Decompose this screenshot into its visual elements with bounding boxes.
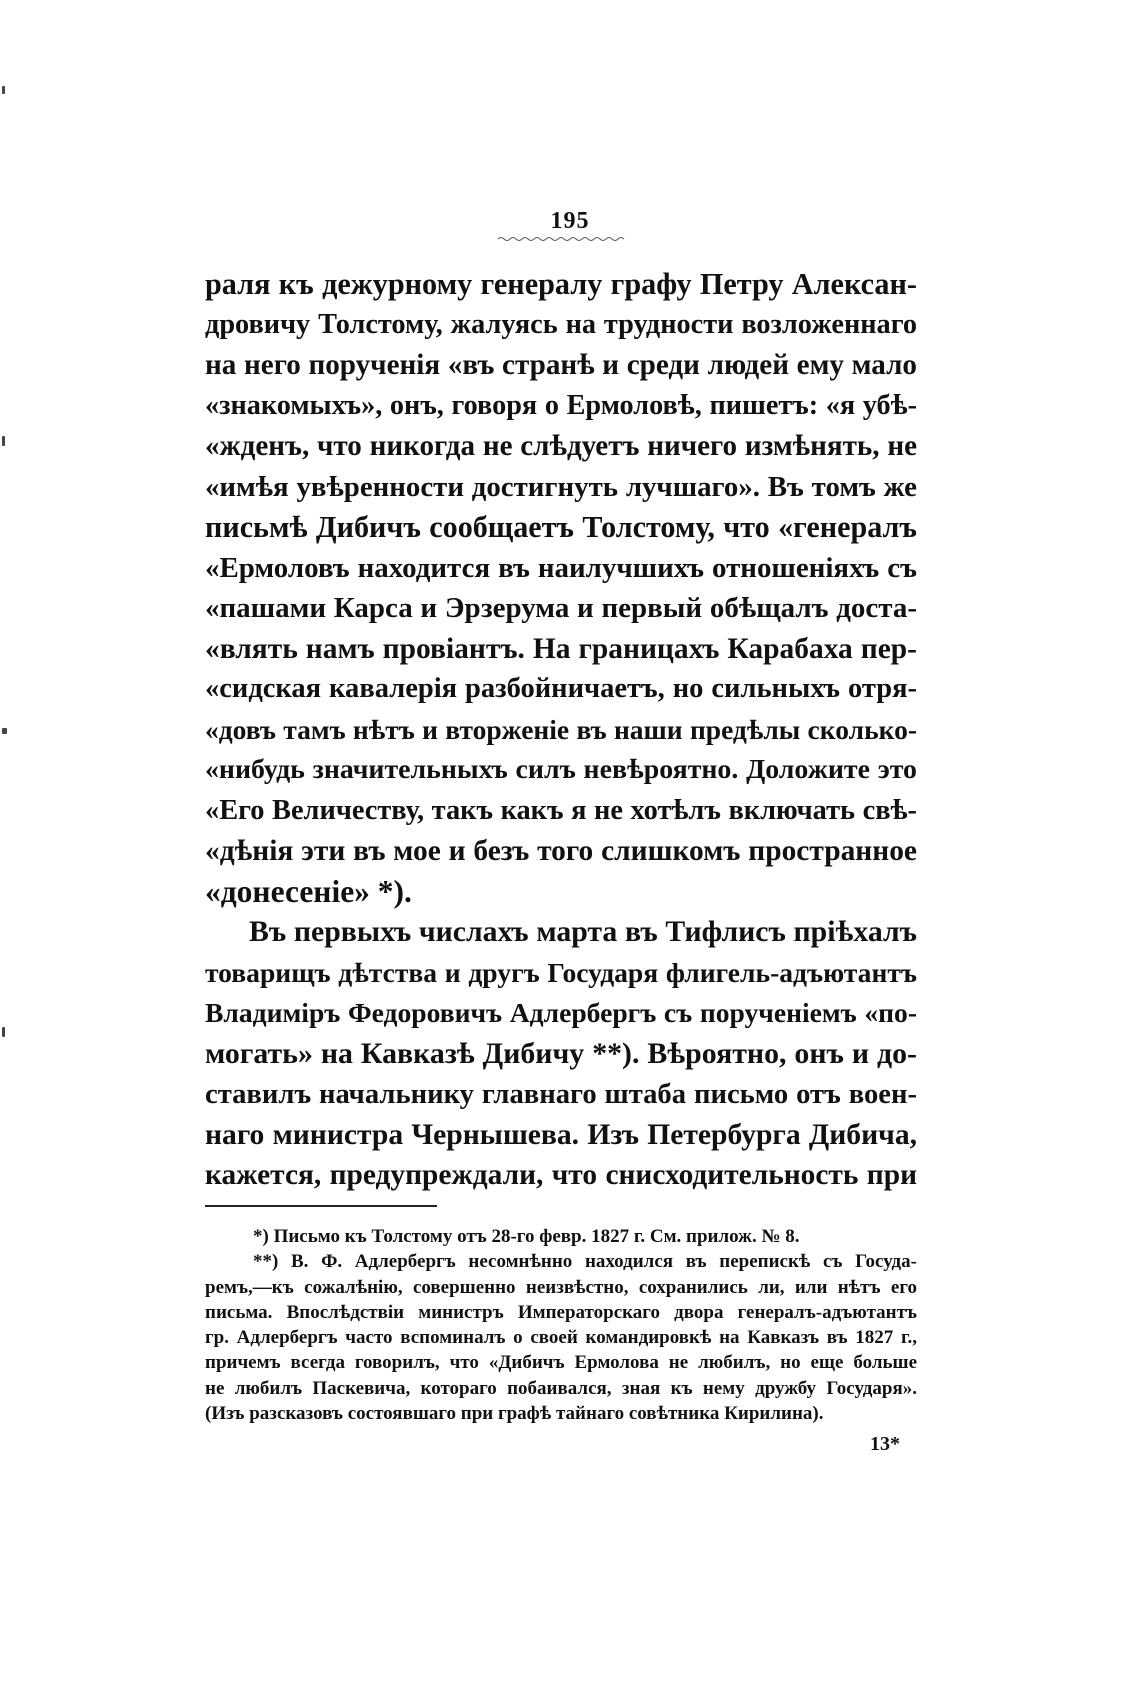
text-line: раля къ дежурному генералу графу Петру Алексан- <box>205 267 917 301</box>
text-line: «пашами Карса и Эрзерума и первый обѣщалъ доста- <box>205 592 917 624</box>
main-text <box>205 264 917 1196</box>
page-number: 195 <box>550 208 590 234</box>
text-line: письмѣ Дибичъ сообщаетъ Толстому, что «генералъ <box>205 510 917 544</box>
text-line: товарищъ дѣтства и другъ Государя флигель-адъютантъ <box>205 956 917 988</box>
footnote-1: *) Письмо къ Толстому отъ 28-го февр. 1827 г. См. прилож. № 8. <box>253 1226 800 1247</box>
scan-margin-mark <box>2 436 5 446</box>
page-number-ornament <box>498 236 628 242</box>
footnote-separator <box>205 1205 437 1207</box>
text-line: «знакомыхъ», онъ, говоря о Ермоловѣ, пишетъ: «я убѣ- <box>205 389 917 421</box>
footnotes <box>205 1224 917 1426</box>
text-line: дровичу Толстому, жалуясь на трудности возложеннаго <box>205 308 917 340</box>
footnote-2-line: (Изъ разсказовъ состоявшаго при графѣ тайнаго совѣтника Кирилина). <box>205 1403 824 1425</box>
text-line: «Ермоловъ находится въ наилучшихъ отношеніяхъ съ <box>205 551 917 584</box>
text-line: «жденъ, что никогда не слѣдуетъ ничего измѣнять, не <box>205 430 917 462</box>
text-line: «Его Величеству, такъ какъ я не хотѣлъ включать свѣ- <box>205 794 917 826</box>
scan-margin-mark <box>2 1027 5 1037</box>
footnote-2-line: причемъ всегда говорилъ, что «Дибичъ Ермолова не любилъ, но еще больше <box>205 1352 917 1374</box>
text-line: могать» на Кавказѣ Дибичу **). Вѣроятно, онъ и до- <box>205 1036 917 1070</box>
scan-margin-mark <box>2 728 7 734</box>
footnote-2-line: письма. Впослѣдствіи министръ Императорскаго двора генералъ-адъютантъ <box>205 1301 917 1323</box>
text-line: ставилъ начальнику главнаго штаба письмо отъ воен- <box>205 1078 917 1110</box>
footnote-2-line: не любилъ Паскевича, котораго побаивался, зная къ нему дружбу Государя». <box>205 1377 917 1399</box>
text-line: «довъ тамъ нѣтъ и вторженіе въ наши предѣлы сколько- <box>205 713 917 745</box>
footnote-2-line: **) В. Ф. Адлербергъ несомнѣнно находился въ перепискѣ съ Госуда- <box>253 1251 917 1273</box>
text-line: «нибудь значительныхъ силъ невѣроятно. Доложите это <box>205 754 917 785</box>
scan-margin-mark <box>2 86 5 94</box>
text-line: «сидская кавалерія разбойничаетъ, но сильныхъ отря- <box>205 673 917 704</box>
text-line: Владиміръ Федоровичъ Адлербергъ съ порученіемъ «по- <box>205 997 917 1028</box>
footnote-2-line: гр. Адлербергъ часто вспоминалъ о своей командировкѣ на Кавказъ въ 1827 г., <box>205 1327 917 1349</box>
text-line: наго министра Чернышева. Изъ Петербурга Дибича, <box>205 1118 917 1151</box>
footnote-2-line: ремъ,—къ сожалѣнію, совершенно неизвѣстно, сохранились ли, или нѣтъ его <box>205 1276 917 1298</box>
text-line-paragraph-start: Въ первыхъ числахъ марта въ Тифлисъ пріѣхалъ <box>249 915 917 948</box>
text-line-paragraph-end: «донесеніе» *). <box>205 873 412 909</box>
text-line: «дѣнія эти въ мое и безъ того слишкомъ пространное <box>205 835 917 867</box>
text-line: «влять намъ провіантъ. На границахъ Карабаха пер- <box>205 632 917 665</box>
signature-mark: 13* <box>870 1433 900 1455</box>
text-line: «имѣя увѣренности достигнуть лучшаго». Въ томъ же <box>205 470 917 503</box>
text-line: кажется, предупреждали, что снисходительность при <box>205 1159 917 1191</box>
text-line: на него порученія «въ странѣ и среди людей ему мало <box>205 349 917 381</box>
